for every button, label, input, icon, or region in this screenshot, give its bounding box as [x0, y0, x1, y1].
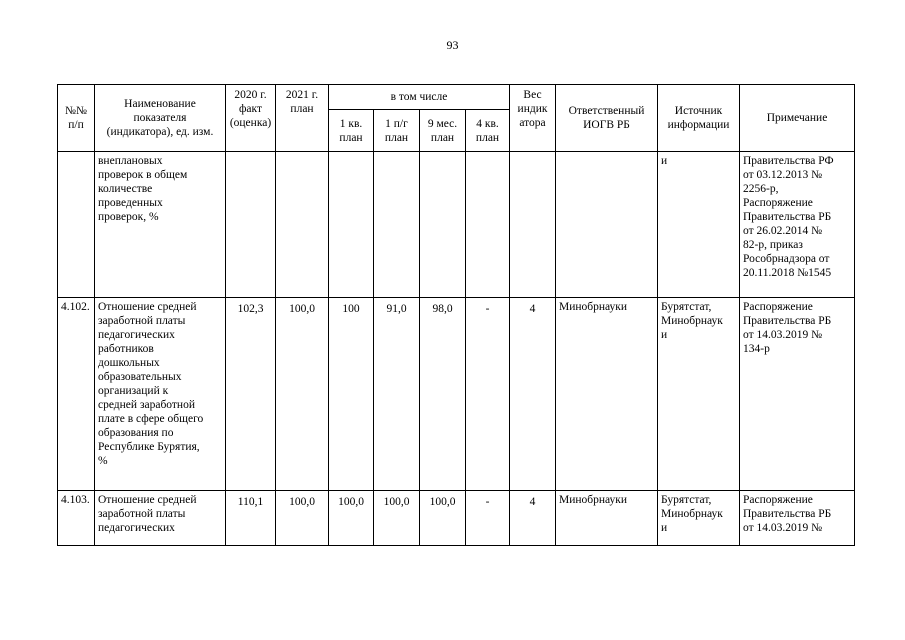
row-h1: 100,0: [374, 491, 420, 546]
row-num: [58, 152, 95, 298]
row-q4: -: [466, 298, 510, 491]
row-plan-2021: [276, 152, 329, 298]
header-note: Примечание: [740, 85, 855, 152]
row-note: Правительства РФ от 03.12.2013 № 2256-р, Распоряжение Правительства РБ от 26.02.2014 № 82-р, приказ Рособрнадзора от 20.11.2018 №1545: [740, 152, 855, 298]
row-h1: 91,0: [374, 298, 420, 491]
row-note: Распоряжение Правительства РБ от 14.03.2019 №: [740, 491, 855, 546]
row-responsible: Минобрнауки: [556, 298, 658, 491]
header-weight: Вес индик атора: [510, 85, 556, 152]
header-responsible: Ответственный ИОГВ РБ: [556, 85, 658, 152]
header-num: №№ п/п: [58, 85, 95, 152]
row-num: 4.102.: [58, 298, 95, 491]
header-h1: 1 п/г план: [374, 110, 420, 152]
row-fact-2020: 110,1: [226, 491, 276, 546]
header-name: Наименование показателя (индикатора), ед. изм.: [95, 85, 226, 152]
row-name: Отношение средней заработной платы педагогических: [95, 491, 226, 546]
row-weight: 4: [510, 298, 556, 491]
indicators-table: [57, 84, 855, 546]
row-plan-2021: 100,0: [276, 491, 329, 546]
row-9m: 98,0: [420, 298, 466, 491]
header-2021: 2021 г. план: [276, 85, 329, 152]
header-q4: 4 кв. план: [466, 110, 510, 152]
row-h1: [374, 152, 420, 298]
row-q4: -: [466, 491, 510, 546]
table-row: [58, 298, 855, 491]
row-q1: 100,0: [329, 491, 374, 546]
row-num: 4.103.: [58, 491, 95, 546]
row-9m: [420, 152, 466, 298]
row-name: внеплановых проверок в общем количестве проведенных проверок, %: [95, 152, 226, 298]
row-weight: 4: [510, 491, 556, 546]
table-row: [58, 491, 855, 546]
row-weight: [510, 152, 556, 298]
row-fact-2020: [226, 152, 276, 298]
row-q1: 100: [329, 298, 374, 491]
row-responsible: [556, 152, 658, 298]
row-note: Распоряжение Правительства РБ от 14.03.2019 № 134-р: [740, 298, 855, 491]
row-plan-2021: 100,0: [276, 298, 329, 491]
page-number: 93: [446, 38, 459, 52]
header-source: Источник информации: [658, 85, 740, 152]
row-source: Бурятстат, Минобрнаук и: [658, 491, 740, 546]
row-q1: [329, 152, 374, 298]
row-name: Отношение средней заработной платы педагогических работников дошкольных образовательных организаций к средней заработной плате в сфере общего образования по Республике Бурятия, %: [95, 298, 226, 491]
row-fact-2020: 102,3: [226, 298, 276, 491]
row-q4: [466, 152, 510, 298]
header-9m: 9 мес. план: [420, 110, 466, 152]
header-including: в том числе: [329, 85, 510, 110]
row-source: Бурятстат, Минобрнаук и: [658, 298, 740, 491]
row-9m: 100,0: [420, 491, 466, 546]
table-row: [58, 152, 855, 298]
header-2020: 2020 г. факт (оценка): [226, 85, 276, 152]
row-responsible: Минобрнауки: [556, 491, 658, 546]
row-source: и: [658, 152, 740, 298]
header-q1: 1 кв. план: [329, 110, 374, 152]
